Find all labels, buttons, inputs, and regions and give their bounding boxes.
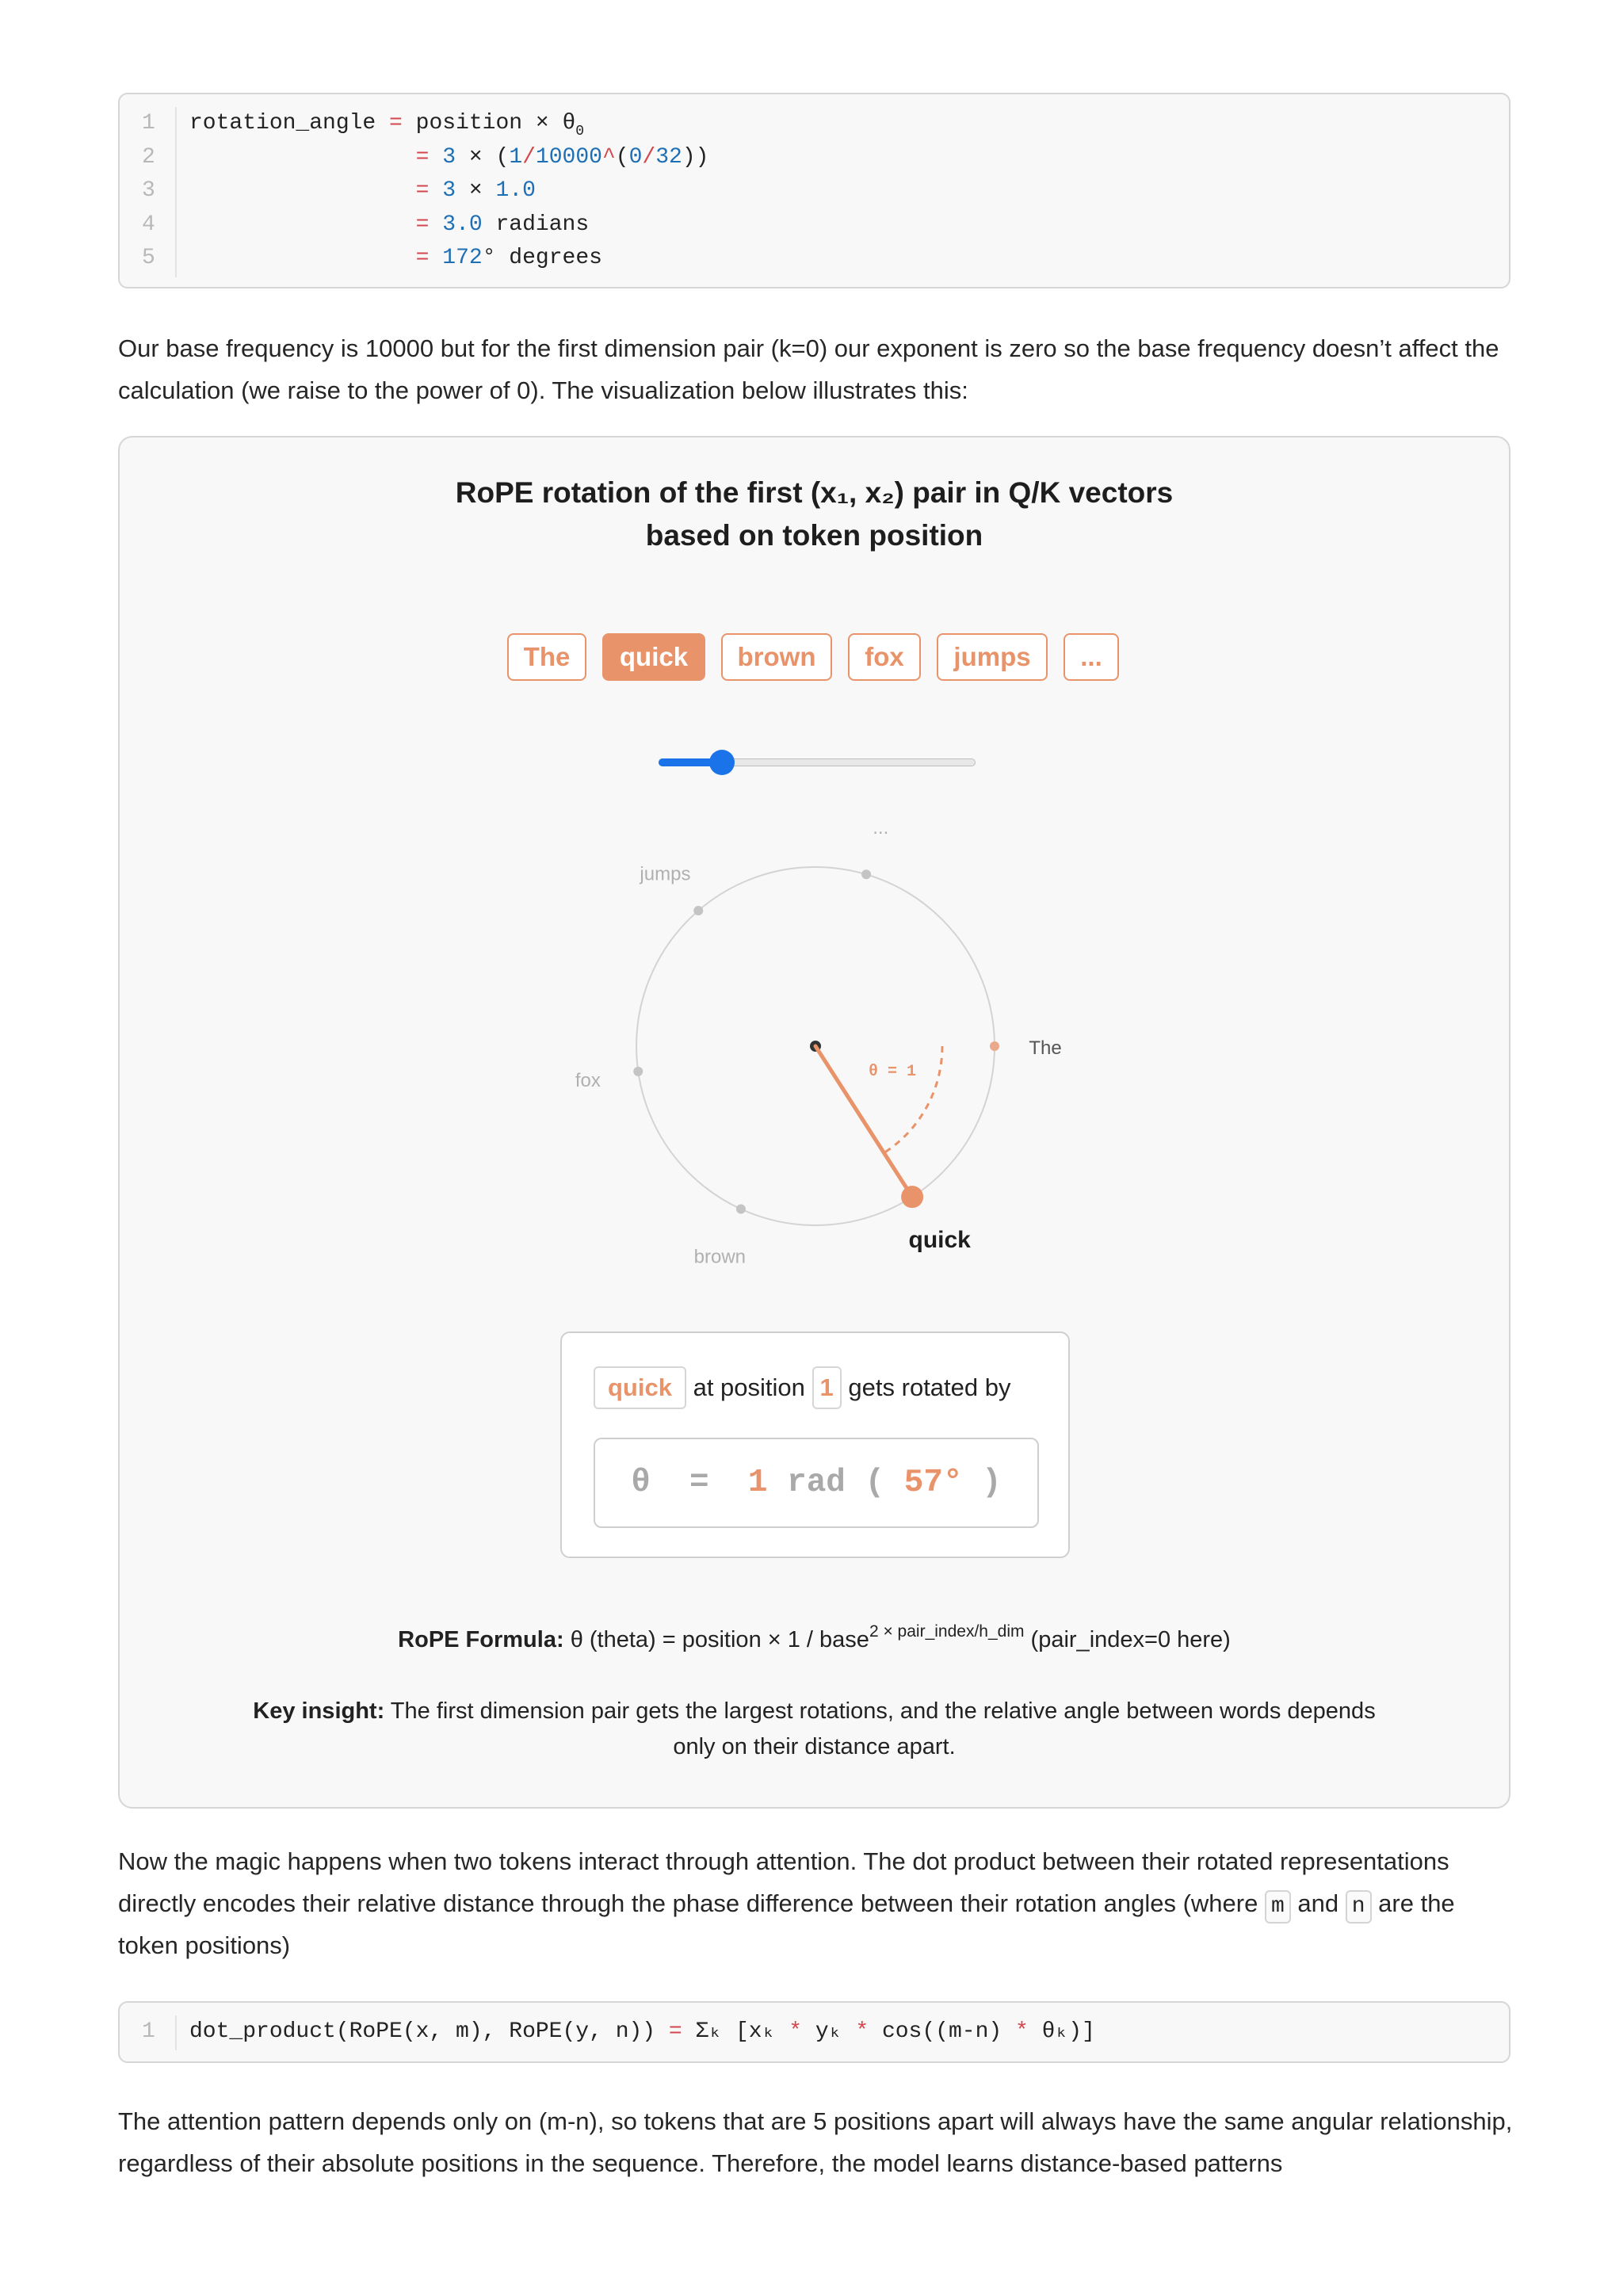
line-number: 2 xyxy=(142,144,155,170)
code-token: = xyxy=(415,144,430,170)
code-token: 3.0 xyxy=(442,212,483,237)
rope-visualization-panel xyxy=(118,436,1510,1809)
code-text xyxy=(189,242,602,276)
position-dot-5 xyxy=(861,869,871,879)
code-token: 3 xyxy=(442,144,456,170)
equals-sign: = xyxy=(689,1465,709,1501)
rad-unit: rad xyxy=(787,1465,846,1501)
token-button-more[interactable]: ... xyxy=(1064,633,1119,681)
code-token xyxy=(189,212,416,237)
code-token: 172 xyxy=(442,246,483,270)
line-number: 3 xyxy=(142,178,155,203)
code-token: / xyxy=(522,144,536,170)
code-block-rotation-angle xyxy=(118,93,1510,288)
code-token: 3 xyxy=(442,178,456,203)
wheel-label-4: jumps xyxy=(640,863,691,885)
token-button-brown[interactable]: brown xyxy=(721,633,832,681)
code-token: 0 xyxy=(575,124,585,139)
code-line xyxy=(120,141,1509,175)
paragraph-dot-product xyxy=(118,1840,1513,1966)
formula-label: RoPE Formula: xyxy=(398,1627,564,1652)
position-dot-2 xyxy=(736,1205,746,1214)
code-token xyxy=(429,212,442,237)
code-line xyxy=(120,242,1509,276)
code-token: θₖ)] xyxy=(1028,2019,1095,2044)
code-token xyxy=(429,246,442,270)
code-token: position × θ xyxy=(402,111,576,136)
code-token xyxy=(429,145,442,170)
viz-title-line-1: RoPE rotation of the first (x₁, x₂) pair in Q/K vectors xyxy=(455,476,1174,509)
code-token: 32 xyxy=(655,144,682,170)
rotation-vector-tip xyxy=(901,1186,923,1208)
info-position-chip: 1 xyxy=(812,1366,842,1409)
position-dot-3 xyxy=(633,1067,643,1076)
rotation-wheel xyxy=(120,437,1512,1309)
insight-label: Key insight: xyxy=(253,1698,385,1724)
code-token: Σₖ [xₖ xyxy=(682,2019,789,2044)
info-gets-rotated-by: gets rotated by xyxy=(848,1373,1011,1401)
code-text xyxy=(189,2015,1095,2050)
paragraph-attention-pattern: The attention pattern depends only on (m-n), so tokens that are 5 positions apart will always have the same angular relationship, regardless of their absolute positions in the sequence. Therefore, the model learns distance-based patterns xyxy=(118,2107,1513,2177)
theta-symbol: θ xyxy=(631,1465,651,1501)
rotation-info-line xyxy=(594,1366,1011,1409)
code-token: 0 xyxy=(628,144,643,170)
code-token: yₖ xyxy=(802,2019,856,2044)
wheel-label-1: quick xyxy=(908,1227,971,1254)
code-text xyxy=(189,208,589,243)
inline-code-n: n xyxy=(1346,1890,1372,1924)
rotation-info-card xyxy=(560,1331,1070,1558)
formula-exponent: 2 × pair_index/h_dim xyxy=(869,1622,1025,1641)
code-token: )) xyxy=(682,144,709,170)
rad-value: 1 xyxy=(747,1465,768,1501)
info-token-chip: quick xyxy=(594,1366,686,1409)
line-number: 1 xyxy=(142,2019,155,2044)
code-text xyxy=(189,141,708,175)
open-paren: ( xyxy=(865,1465,885,1501)
code-line xyxy=(120,208,1509,243)
code-token: ^ xyxy=(601,144,616,170)
wheel-label-5: ... xyxy=(873,816,889,839)
code-line xyxy=(120,2015,1509,2050)
code-token: × ( xyxy=(456,144,510,170)
formula-text: θ (theta) = position × 1 / base xyxy=(570,1627,869,1652)
info-at-position: at position xyxy=(693,1373,805,1401)
code-lines xyxy=(120,107,1509,276)
line-number: 4 xyxy=(142,212,155,237)
code-token: = xyxy=(668,2019,682,2044)
code-token: ( xyxy=(615,144,629,170)
wheel-label-3: fox xyxy=(575,1069,601,1091)
code-line xyxy=(120,107,1509,141)
code-token: 1.0 xyxy=(495,178,536,203)
wheel-label-0: The xyxy=(1029,1037,1062,1059)
code-line xyxy=(120,174,1509,208)
code-token: * xyxy=(789,2019,803,2044)
key-insight-note-line-2: only on their distance apart. xyxy=(673,1734,956,1759)
paragraph-2-and: and xyxy=(1290,1889,1346,1917)
code-token: = xyxy=(415,178,430,203)
code-token: / xyxy=(642,144,656,170)
code-token: 1 xyxy=(509,144,523,170)
key-insight-note xyxy=(120,1694,1509,1729)
position-dot-4 xyxy=(693,906,703,915)
token-button-jumps[interactable]: jumps xyxy=(937,633,1048,681)
code-token: × xyxy=(456,178,496,203)
token-button-the[interactable]: The xyxy=(507,633,586,681)
formula-tail: (pair_index=0 here) xyxy=(1030,1627,1231,1652)
code-token: = xyxy=(415,212,430,237)
code-token: dot_product(RoPE(x, m), RoPE(y, n)) xyxy=(189,2019,669,2044)
code-token xyxy=(189,145,416,170)
close-paren: ) xyxy=(982,1465,1002,1501)
rope-formula-note xyxy=(120,1622,1509,1658)
code-token: cos((m-n) xyxy=(869,2019,1015,2044)
code-text xyxy=(189,174,536,208)
code-block-dot-product xyxy=(118,2001,1510,2063)
code-token: radians xyxy=(482,212,590,237)
code-token: * xyxy=(855,2019,869,2044)
code-token xyxy=(429,178,442,203)
wheel-label-2: brown xyxy=(693,1246,747,1268)
code-token: = xyxy=(389,111,403,136)
rotation-value-box xyxy=(594,1438,1039,1528)
code-token xyxy=(189,178,416,203)
deg-value: 57° xyxy=(903,1465,963,1501)
inline-code-m: m xyxy=(1265,1890,1291,1924)
viz-title-line-2: based on token position xyxy=(645,519,983,552)
position-dot-0 xyxy=(990,1041,999,1051)
code-token: = xyxy=(415,246,430,270)
line-number: 5 xyxy=(142,246,155,270)
token-button-fox[interactable]: fox xyxy=(848,633,921,681)
code-token: ° degrees xyxy=(482,246,602,270)
code-token: 10000 xyxy=(535,144,602,170)
code-lines xyxy=(120,2015,1509,2050)
insight-text-1: The first dimension pair gets the largest rotations, and the relative angle between words depends xyxy=(390,1698,1376,1724)
paragraph-base-frequency: Our base frequency is 10000 but for the first dimension pair (k=0) our exponent is zero so the base frequency doesn’t affect the calculation (we raise to the power of 0). The visualization below illustrates this: xyxy=(118,334,1499,404)
token-button-quick[interactable]: quick xyxy=(602,633,705,681)
code-token: rotation_angle xyxy=(189,111,390,136)
angle-label: θ = 1 xyxy=(868,1063,916,1082)
paragraph-2-text: Now the magic happens when two tokens interact through attention. The dot product between their rotated representations directly encodes their relative distance through the phase difference between their rotation angles (where xyxy=(118,1847,1449,1917)
code-token: * xyxy=(1014,2019,1029,2044)
paragraph-2-tail: are the token positions) xyxy=(118,1889,1455,1959)
code-token xyxy=(189,246,416,270)
line-number: 1 xyxy=(142,111,155,136)
